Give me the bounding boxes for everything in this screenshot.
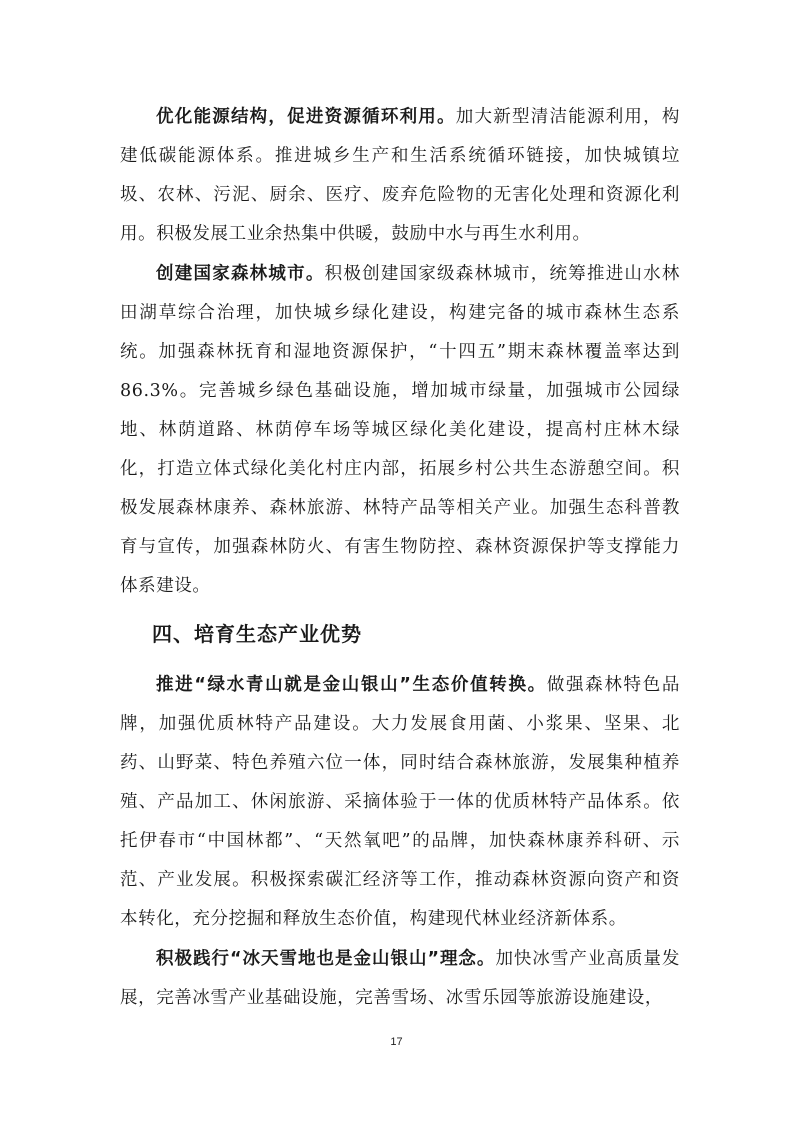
page-number: 17 [390, 1036, 403, 1048]
paragraph-body: 加大新型清洁能源利用，构建低碳能源体系。推进城乡生产和生活系统循环链接，加快城镇垃圾、农林、污泥、厨余、医疗、废弃危险物的无害化处理和资源化利用。积极发展工业余热集中供暖，鼓励中水与再生水利用。 [120, 107, 680, 244]
paragraph-lead: 推进“绿水青山就是金山银山”生态价值转换。 [156, 675, 547, 695]
paragraph-energy-structure [120, 98, 680, 254]
paragraph-body: 积极创建国家级森林城市，统筹推进山水林田湖草综合治理，加快城乡绿化建设，构建完备的城市森林生态系统。加强森林抚育和湿地资源保护，“十四五”期末森林覆盖率达到86.3%。完善城乡绿色基础设施，增加城市绿量，加强城市公园绿地、林荫道路、林荫停车场等城区绿化美化建设，提高村庄林木绿化，打造立体式绿化美化村庄内部，拓展乡村公共生态游憩空间。积极发展森林康养、森林旅游、林特产品等相关产业。加强生态科普教育与宣传，加强森林防火、有害生物防控、森林资源保护等支撑能力体系建设。 [120, 264, 680, 596]
paragraph-forest-city [120, 255, 680, 606]
page-content [120, 98, 680, 1019]
paragraph-lead: 创建国家森林城市。 [156, 264, 325, 284]
paragraph-body: 做强森林特色品牌，加强优质林特产品建设。大力发展食用菌、小浆果、坚果、北药、山野菜、特色养殖六位一体，同时结合森林旅游，发展集种植养殖、产品加工、休闲旅游、采摘体验于一体的优质林特产品体系。依托伊春市“中国林都”、“天然氧吧”的品牌，加快森林康养科研、示范、产业发展。积极探索碳汇经济等工作，推动森林资源向资产和资本转化，充分挖掘和释放生态价值，构建现代林业经济新体系。 [120, 675, 680, 929]
paragraph-body: 加快冰雪产业高质量发展，完善冰雪产业基础设施，完善雪场、冰雪乐园等旅游设施建设， [120, 949, 681, 1008]
paragraph-lead: 积极践行“冰天雪地也是金山银山”理念。 [156, 949, 496, 969]
paragraph-eco-value [120, 666, 680, 939]
paragraph-ice-snow [120, 940, 680, 1018]
paragraph-lead: 优化能源结构，促进资源循环利用。 [156, 107, 456, 127]
section-heading: 四、培育生态产业优势 [152, 622, 362, 646]
